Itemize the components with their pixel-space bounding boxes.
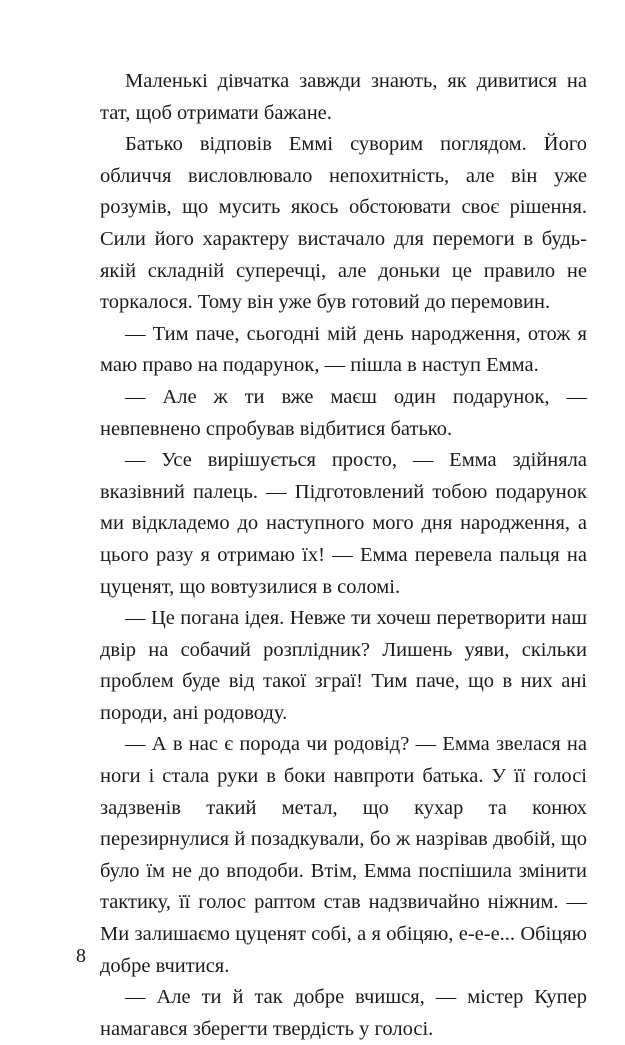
paragraph: — Але ти й так добре вчишся, — містер Купер намагався зберегти твердість у голосі. xyxy=(100,986,587,1040)
paragraph: Маленькі дівчатка завжди знають, як дивитися на тат, щоб отримати бажане. xyxy=(100,70,587,124)
paragraph: — Але ж ти вже маєш один подарунок, — невпевнено спробував відбитися батько. xyxy=(100,385,587,440)
body-text xyxy=(100,66,587,1045)
paragraph: — Це погана ідея. Невже ти хочеш перетворити наш двір на собачий розплідник? Лишень уяви, скільки проблем буде від такої зграї! Тим паче, що в них ані породи, ані родоводу. xyxy=(100,607,587,724)
paragraph: Батько відповів Еммі суворим поглядом. Його обличчя висловлювало непохитність, але він уже розумів, що мусить якось обстоювати своє рішення. Сили його характеру вистачало для перемоги в будь-якій складній суперечці, але доньки це правило не торкалося. Тому він уже був готовий до перемовин. xyxy=(100,133,587,314)
paragraph: — Усе вирішується просто, — Емма здійняла вказівний палець. — Підготовлений тобою подарунок ми відкладемо до наступного мого дня народження, а цього разу я отримаю їх! — Емма перевела пальця на цуценят, що вовтузилися в соломі. xyxy=(100,449,587,598)
paragraph: — А в нас є порода чи родовід? — Емма звелася на ноги і стала руки в боки навпроти батька. У її голосі задзвенів такий метал, що кухар та конюх перезирнулися й позадкували, бо ж назрівав двобій, що було їм не до вподоби. Втім, Емма поспішила змінити тактику, її голос раптом став надзвичайно ніжним. — Ми залишаємо цуценят собі, а я обіцяю, е-е-е... Обіцяю добре вчитися. xyxy=(100,733,587,977)
paragraph: — Тим паче, сьогодні мій день народження, отож я маю право на подарунок, — пішла в наступ Емма. xyxy=(100,322,587,377)
page-number: 8 xyxy=(76,945,86,967)
